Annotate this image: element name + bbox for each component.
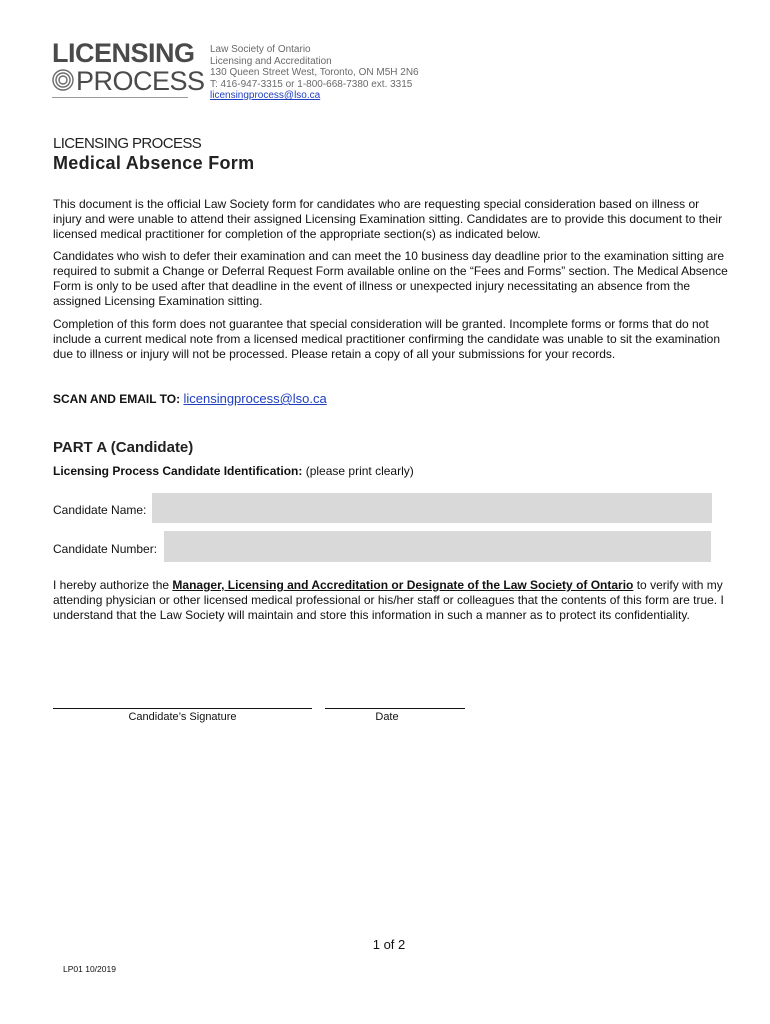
section-heading: LICENSING PROCESS — [53, 135, 202, 152]
candidate-number-label: Candidate Number: — [53, 542, 158, 556]
signature-label: Candidate’s Signature — [128, 711, 237, 723]
intro-paragraph-3: Completion of this form does not guarantee that special consideration will be granted. Incomplete forms or forms that do not include a current medical note from a licensed medical practitioner confirming the candidate was unable to sit the examination due to illness or injury will not be processed. Please retain a copy of all your submissions for your records. — [53, 317, 721, 361]
page-title: Medical Absence Form — [53, 153, 255, 173]
address-org: Law Society of Ontario — [210, 44, 311, 55]
logo-rings-icon — [52, 69, 74, 91]
part-a-title: PART A (Candidate) — [53, 439, 194, 456]
scan-email-line — [53, 391, 327, 406]
intro-paragraph-1: This document is the official Law Society form for candidates who are requesting special consideration based on illness or injury and were unable to attend their assigned Licensing Examination sitting. Candidates are to provide this document to their licensed medical practitioner for completion of the appropriate section(s) as indicated below. — [53, 197, 723, 241]
scan-email-link[interactable]: licensingprocess@lso.ca — [183, 391, 327, 406]
logo-divider — [52, 97, 188, 98]
address-email-link[interactable]: licensingprocess@lso.ca — [210, 90, 321, 101]
address-phone: T: 416-947-3315 or 1-800-668-7380 ext. 3315 — [210, 78, 413, 90]
date-line[interactable] — [325, 708, 465, 709]
logo-process-row — [52, 66, 205, 96]
candidate-number-field[interactable] — [164, 531, 711, 562]
form-code: LP01 10/2019 — [63, 964, 116, 974]
candidate-id-note: (please print clearly) — [302, 464, 414, 478]
signature-line[interactable] — [53, 708, 312, 709]
scan-label: SCAN AND EMAIL TO: — [53, 392, 181, 406]
intro-paragraph-2: Candidates who wish to defer their examination and can meet the 10 business day deadline prior to the examination sitting are required to submit a Change or Deferral Request Form available online on the “Fees and Forms” section. The Medical Absence Form is only to be used after that deadline in the event of illness or unexpected injury necessitating an absence from the assigned Licensing Examination sitting. — [53, 249, 728, 308]
page-number: 1 of 2 — [372, 937, 406, 952]
address-dept: Licensing and Accreditation — [210, 55, 332, 67]
date-label: Date — [375, 711, 399, 723]
authorization-paragraph — [53, 578, 728, 623]
authorization-authority: Manager, Licensing and Accreditation or Designate of the Law Society of Ontario — [172, 578, 634, 592]
authorization-suffix: to verify with my attending physician or other licensed medical professional or his/her staff or colleagues that the contents of this form are true. I understand that the Law Society will maintain and store this information in such a manner as to protect its confidentiality. — [53, 578, 724, 622]
candidate-id-heading — [53, 464, 414, 478]
candidate-name-field[interactable] — [152, 493, 712, 523]
address-block — [210, 44, 419, 102]
logo-process-text: PROCESS — [76, 66, 205, 96]
logo-licensing-text: LICENSING — [52, 38, 195, 68]
authorization-prefix: I hereby authorize the — [53, 578, 173, 592]
candidate-name-label: Candidate Name: — [53, 503, 147, 517]
address-street: 130 Queen Street West, Toronto, ON M5H 2N6 — [210, 67, 419, 78]
candidate-id-label: Licensing Process Candidate Identification: — [53, 464, 303, 478]
